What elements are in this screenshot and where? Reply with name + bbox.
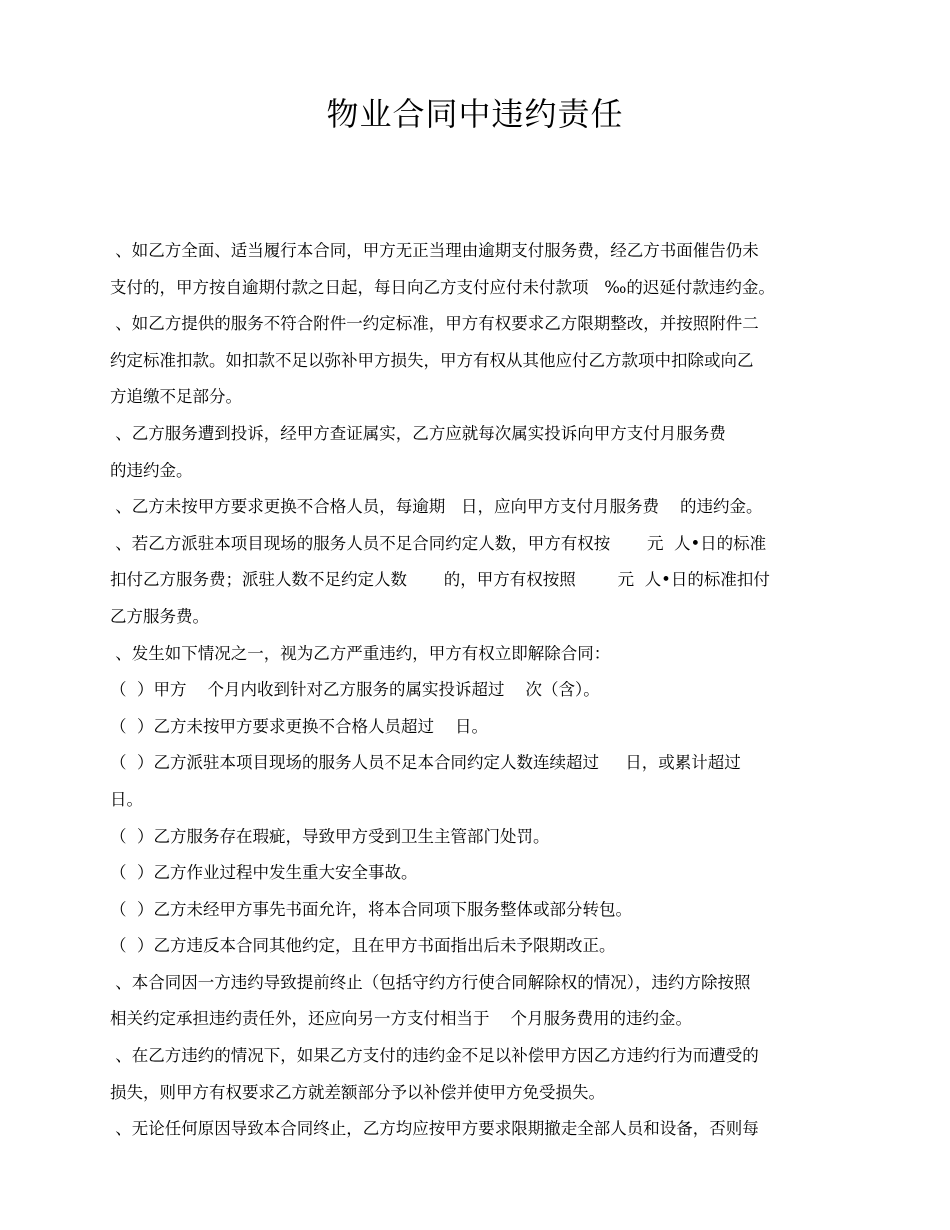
- paragraph-line: 相关约定承担违约责任外，还应向另一方支付相当于 个月服务费用的违约金。: [110, 1009, 692, 1029]
- paragraph-line: （ ）乙方派驻本项目现场的服务人员不足本合同约定人数连续超过 日，或累计超过: [110, 753, 741, 773]
- paragraph-line: 方追缴不足部分。: [110, 387, 242, 407]
- paragraph-line: 、乙方未按甲方要求更换不合格人员，每逾期 日，应向甲方支付月服务费 的违约金。: [110, 497, 763, 517]
- paragraph-line: 、如乙方全面、适当履行本合同，甲方无正当理由逾期支付服务费，经乙方书面催告仍未: [110, 241, 759, 260]
- paragraph-line: （ ）乙方违反本合同其他约定，且在甲方书面指出后未予限期改正。: [110, 936, 616, 956]
- paragraph-line: 的违约金。: [110, 460, 193, 480]
- paragraph-line: （ ）乙方服务存在瑕疵，导致甲方受到卫生主管部门处罚。: [110, 826, 550, 846]
- document-body: [110, 233, 842, 1148]
- paragraph-line: 支付的，甲方按自逾期付款之日起，每日向乙方支付应付未付款项 ‰的迟延付款违约金。: [110, 277, 775, 297]
- paragraph-line: 乙方服务费。: [110, 606, 209, 626]
- paragraph-line: 、无论任何原因导致本合同终止，乙方均应按甲方要求限期撤走全部人员和设备，否则每: [110, 1119, 759, 1139]
- paragraph-line: （ ）乙方未经甲方事先书面允许，将本合同项下服务整体或部分转包。: [110, 899, 632, 919]
- document-title: 物业合同中违约责任: [326, 95, 624, 133]
- paragraph-line: 、发生如下情况之一，视为乙方严重违约，甲方有权立即解除合同：: [110, 643, 611, 663]
- paragraph-line: 、若乙方派驻本项目现场的服务人员不足合同约定人数，甲方有权按 元 人•日的标准: [110, 533, 767, 553]
- paragraph-line: 、在乙方违约的情况下，如果乙方支付的违约金不足以补偿甲方因乙方违约行为而遭受的: [110, 1046, 759, 1066]
- paragraph-line: 损失，则甲方有权要求乙方就差额部分予以补偿并使甲方免受损失。: [110, 1082, 605, 1102]
- paragraph-line: 、如乙方提供的服务不符合附件一约定标准，甲方有权要求乙方限期整改，并按照附件二: [110, 314, 759, 334]
- paragraph-line: 扣付乙方服务费；派驻人数不足约定人数 的，甲方有权按照 元 人•日的标准扣付: [110, 570, 770, 590]
- paragraph-line: 日。: [110, 789, 143, 809]
- paragraph-line: 约定标准扣款。如扣款不足以弥补甲方损失，甲方有权从其他应付乙方款项中扣除或向乙: [110, 350, 754, 370]
- paragraph-line: 、乙方服务遭到投诉，经甲方查证属实，乙方应就每次属实投诉向甲方支付月服务费: [110, 423, 726, 443]
- paragraph-line: （ ）乙方作业过程中发生重大安全事故。: [110, 863, 418, 883]
- paragraph-line: （ ）甲方 个月内收到针对乙方服务的属实投诉超过 次（含）。: [110, 680, 600, 700]
- paragraph-line: 、本合同因一方违约导致提前终止（包括守约方行使合同解除权的情况），违约方除按照: [110, 972, 751, 992]
- paragraph-line: （ ）乙方未按甲方要求更换不合格人员超过 日。: [110, 716, 488, 736]
